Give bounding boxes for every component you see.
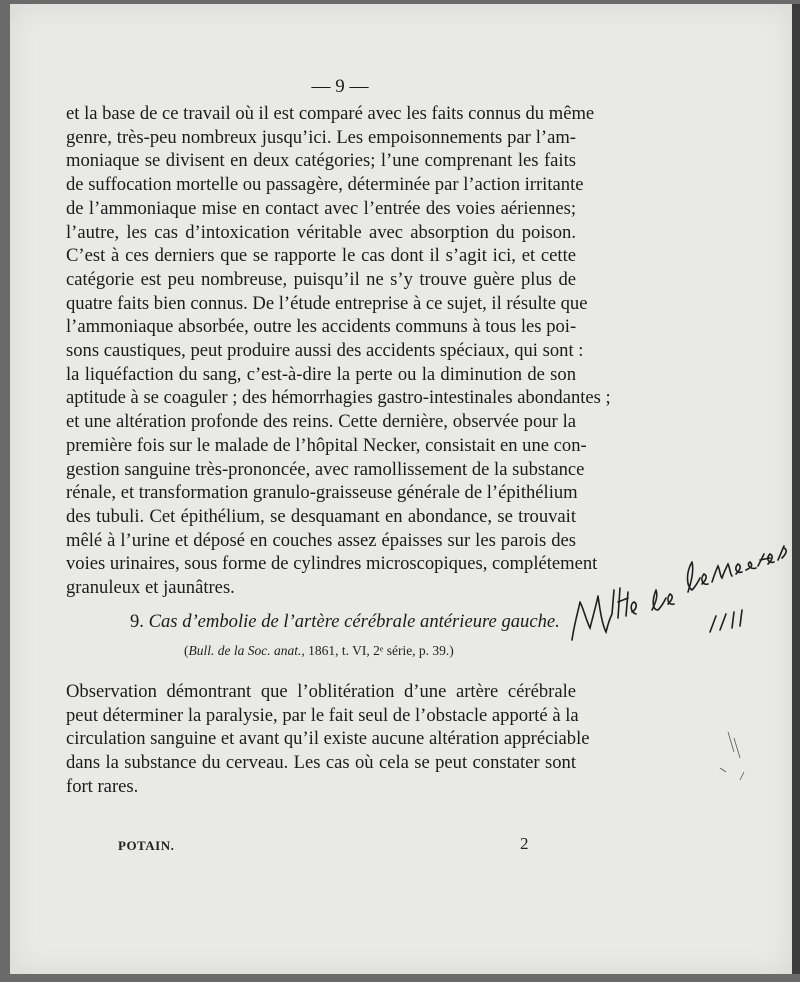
paragraph-line: et la base de ce travail où il est comparé avec les faits connus du même [66, 103, 595, 124]
paragraph-line: voies urinaires, sous forme de cylindres microscopiques, complétement [66, 553, 598, 575]
footer-author: POTAIN. [118, 838, 175, 853]
section-heading [130, 611, 560, 633]
paragraph-line: de suffocation mortelle ou passagère, déterminée par l’action irritante [66, 174, 584, 196]
paragraph-line: mêlé à l’urine et déposé en couches assez épaisses sur les parois des [66, 529, 576, 551]
observation-line: Observation démontrant que l’oblitération d’une artère cérébrale [66, 681, 576, 702]
observation-paragraph [66, 680, 590, 799]
bibliographic-reference [184, 643, 454, 659]
section-title: Cas d’embolie de l’artère cérébrale antérieure gauche. [148, 611, 560, 632]
paragraph-line: rénale, et transformation granulo-graisseuse générale de l’épithélium [66, 482, 578, 504]
paragraph-line: moniaque se divisent en deux catégories; l’une comprenant les faits [66, 150, 576, 172]
paragraph-line: catégorie est peu nombreuse, puisqu’il ne s’y trouve guère plus de [66, 268, 576, 290]
page-edge [792, 4, 800, 974]
page-number: — 9 — [311, 76, 369, 97]
paragraph-line: la liquéfaction du sang, c’est-à-dire la perte ou la diminution de son [66, 363, 576, 385]
paragraph-line: des tubuli. Cet épithélium, se desquamant en abondance, se trouvait [66, 505, 576, 527]
signature-mark: 2 [520, 834, 529, 853]
pencil-marks [700, 700, 780, 790]
paragraph-line: gestion sanguine très-prononcée, avec ramollissement de la substance [66, 458, 585, 480]
handwritten-annotation [560, 540, 800, 660]
paragraph-line: C’est à ces derniers que se rapporte le cas dont il s’agit ici, et cette [66, 245, 576, 267]
paragraph-line: et une altération profonde des reins. Cette dernière, observée pour la [66, 411, 576, 433]
paragraph-line: l’autre, les cas d’intoxication véritable avec absorption du poison. [66, 221, 576, 243]
section-number: 9. [130, 611, 144, 632]
reference-open: ( [184, 643, 189, 658]
paragraph-line: granuleux et jaunâtres. [66, 577, 235, 599]
main-paragraph [66, 102, 611, 600]
observation-line: peut déterminer la paralysie, par le fait seul de l’obstacle apporté à la [66, 704, 579, 726]
observation-line: circulation sanguine et avant qu’il existe aucune altération appréciable [66, 728, 590, 750]
observation-line: dans la substance du cerveau. Les cas où cela se peut constater sont [66, 752, 576, 774]
reference-journal: Bull. de la Soc. anat. [188, 643, 302, 658]
paragraph-line: genre, très-peu nombreux jusqu’ici. Les empoisonnements par l’am- [66, 126, 576, 148]
paragraph-line: de l’ammoniaque mise en contact avec l’entrée des voies aériennes; [66, 197, 576, 219]
paragraph-line: sons caustiques, peut produire aussi des accidents spéciaux, qui sont : [66, 340, 584, 362]
paragraph-line: l’ammoniaque absorbée, outre les accidents communs à tous les poi- [66, 316, 577, 338]
observation-line: fort rares. [66, 775, 139, 797]
paragraph-line: aptitude à se coaguler ; des hémorrhagies gastro-intestinales abondantes ; [66, 387, 611, 409]
paragraph-line: première fois sur le malade de l’hôpital Necker, consistait en une con- [66, 434, 587, 456]
reference-details: , 1861, t. VI, 2ᵉ série, p. 39.) [301, 643, 454, 658]
paragraph-line: quatre faits bien connus. De l’étude entreprise à ce sujet, il résulte que [66, 292, 588, 314]
